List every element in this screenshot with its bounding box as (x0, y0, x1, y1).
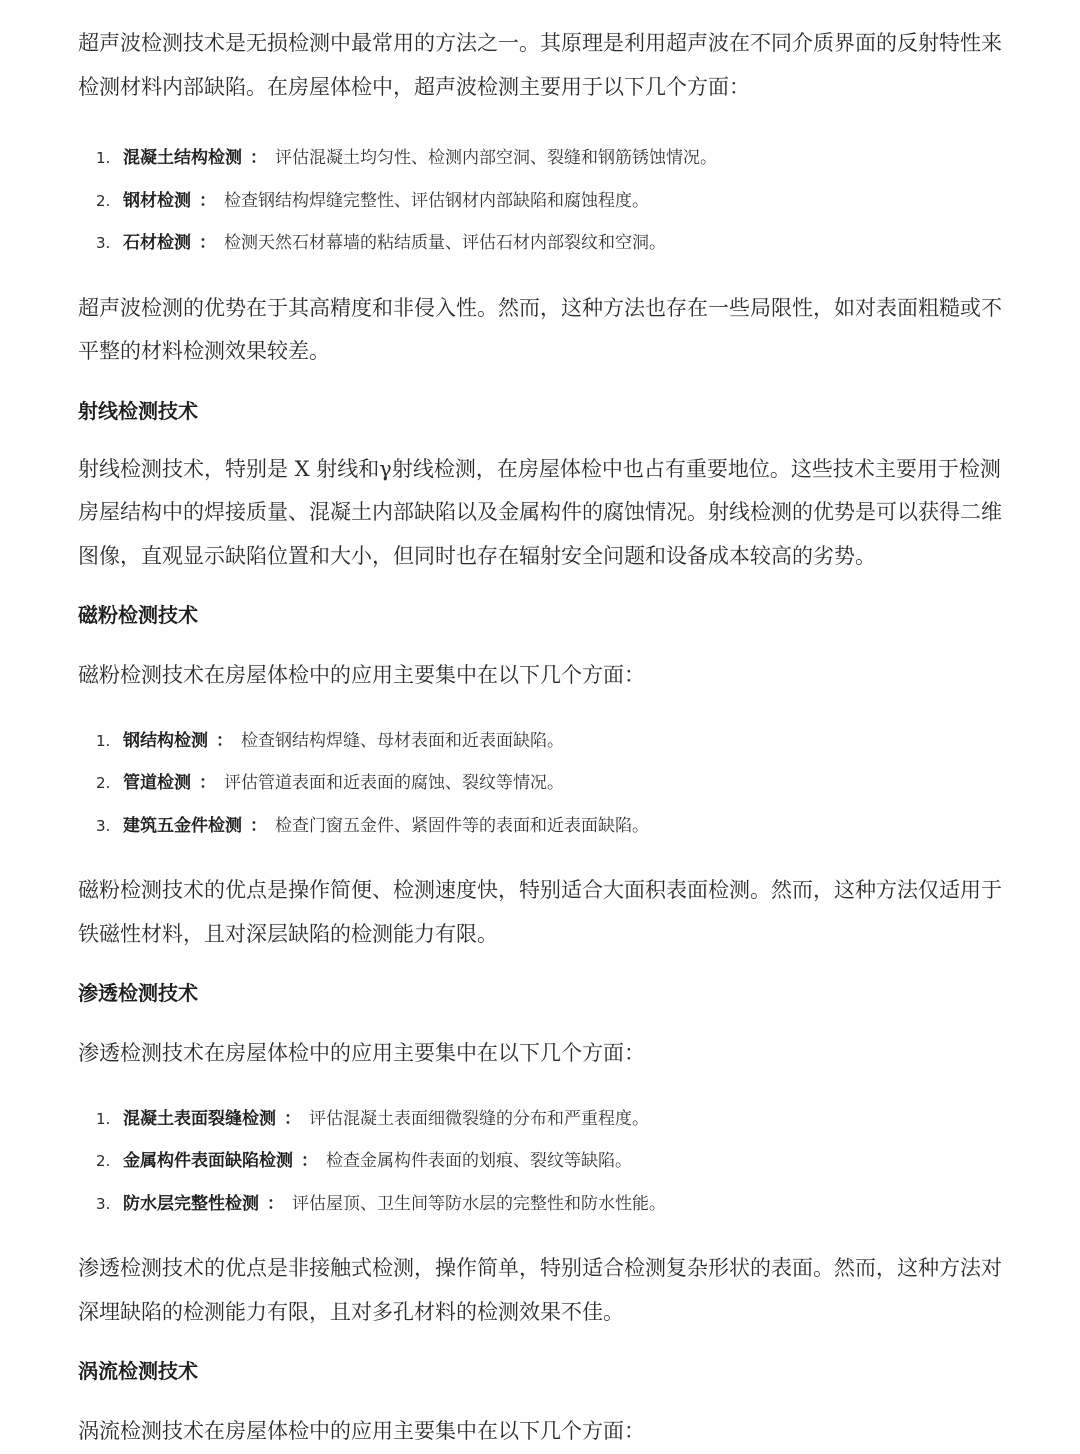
list-number: 2. (96, 1152, 111, 1170)
list-item (96, 805, 1016, 848)
ultrasonic-conclusion-paragraph: 超声波检测的优势在于其高精度和非侵入性。然而，这种方法也存在一些局限性，如对表面粗糙或不平整的材料检测效果较差。 (78, 295, 1002, 363)
list-description: 检查钢结构焊缝完整性、评估钢材内部缺陷和腐蚀程度。 (224, 190, 649, 211)
magnetic-intro-paragraph: 磁粉检测技术在房屋体检中的应用主要集中在以下几个方面： (78, 663, 645, 687)
list-separator: ： (199, 773, 216, 793)
list-number: 3. (96, 816, 111, 835)
list-item (96, 137, 1016, 180)
radiography-paragraph: 射线检测技术，特别是 X 射线和γ射线检测，在房屋体检中也占有重要地位。这些技术主要用于检测房屋结构中的焊接质量、混凝土内部缺陷以及金属构件的腐蚀情况。射线检测的优势是可以获得二维图像，直观显示缺陷位置和大小，但同时也存在辐射安全问题和设备成本较高的劣势。 (78, 456, 1002, 568)
list-item (96, 720, 1016, 763)
ultrasonic-applications-list (78, 137, 1016, 265)
list-number: 2. (96, 774, 111, 792)
eddy-current-intro-paragraph: 涡流检测技术在房屋体检中的应用主要集中在以下几个方面： (78, 1419, 645, 1443)
list-term: 混凝土表面裂缝检测 (123, 1108, 276, 1129)
list-separator: ： (250, 815, 267, 836)
list-term: 钢材检测 (123, 190, 191, 211)
list-term: 钢结构检测 (123, 730, 208, 751)
magnetic-heading: 磁粉检测技术 (78, 603, 198, 627)
list-term: 金属构件表面缺陷检测 (123, 1151, 293, 1171)
list-number: 3. (96, 1194, 111, 1213)
list-term: 防水层完整性检测 (123, 1193, 259, 1214)
penetrant-heading: 渗透检测技术 (78, 981, 198, 1005)
list-item (96, 222, 1016, 265)
list-separator: ： (267, 1193, 284, 1214)
list-item (96, 1098, 1016, 1141)
penetrant-intro-paragraph: 渗透检测技术在房屋体检中的应用主要集中在以下几个方面： (78, 1041, 645, 1065)
list-description: 评估管道表面和近表面的腐蚀、裂纹等情况。 (224, 773, 564, 793)
list-term: 石材检测 (123, 233, 191, 253)
list-term: 建筑五金件检测 (123, 815, 242, 836)
list-number: 2. (96, 191, 111, 210)
list-item (96, 1140, 1016, 1183)
list-separator: ： (216, 730, 233, 751)
ultrasonic-intro-paragraph: 超声波检测技术是无损检测中最常用的方法之一。其原理是利用超声波在不同介质界面的反射特性来检测材料内部缺陷。在房屋体检中，超声波检测主要用于以下几个方面： (78, 31, 1002, 99)
list-term: 混凝土结构检测 (123, 148, 242, 168)
radiography-heading: 射线检测技术 (78, 398, 198, 423)
list-separator: ： (250, 148, 267, 168)
list-description: 检查钢结构焊缝、母材表面和近表面缺陷。 (241, 730, 564, 751)
list-term: 管道检测 (123, 773, 191, 793)
list-separator: ： (301, 1151, 318, 1171)
eddy-current-heading: 涡流检测技术 (78, 1359, 198, 1383)
list-number: 3. (96, 234, 111, 252)
list-description: 检查门窗五金件、紧固件等的表面和近表面缺陷。 (275, 815, 649, 836)
list-item (96, 180, 1016, 223)
list-description: 评估屋顶、卫生间等防水层的完整性和防水性能。 (292, 1193, 666, 1214)
magnetic-conclusion-paragraph: 磁粉检测技术的优点是操作简便、检测速度快，特别适合大面积表面检测。然而，这种方法仅适用于铁磁性材料，且对深层缺陷的检测能力有限。 (78, 878, 1002, 946)
list-separator: ： (199, 233, 216, 253)
list-separator: ： (284, 1108, 301, 1129)
penetrant-conclusion-paragraph: 渗透检测技术的优点是非接触式检测，操作简单，特别适合检测复杂形状的表面。然而，这种方法对深埋缺陷的检测能力有限，且对多孔材料的检测效果不佳。 (78, 1256, 1002, 1324)
list-description: 评估混凝土均匀性、检测内部空洞、裂缝和钢筋锈蚀情况。 (275, 148, 717, 168)
list-description: 评估混凝土表面细微裂缝的分布和严重程度。 (309, 1108, 649, 1129)
list-number: 1. (96, 731, 111, 750)
list-number: 1. (96, 1109, 111, 1128)
list-number: 1. (96, 149, 111, 167)
list-description: 检测天然石材幕墙的粘结质量、评估石材内部裂纹和空洞。 (224, 233, 666, 253)
list-description: 检查金属构件表面的划痕、裂纹等缺陷。 (326, 1151, 632, 1171)
list-item (96, 1183, 1016, 1226)
penetrant-applications-list (78, 1098, 1016, 1226)
list-separator: ： (199, 190, 216, 211)
list-item (96, 762, 1016, 805)
magnetic-applications-list (78, 720, 1016, 848)
